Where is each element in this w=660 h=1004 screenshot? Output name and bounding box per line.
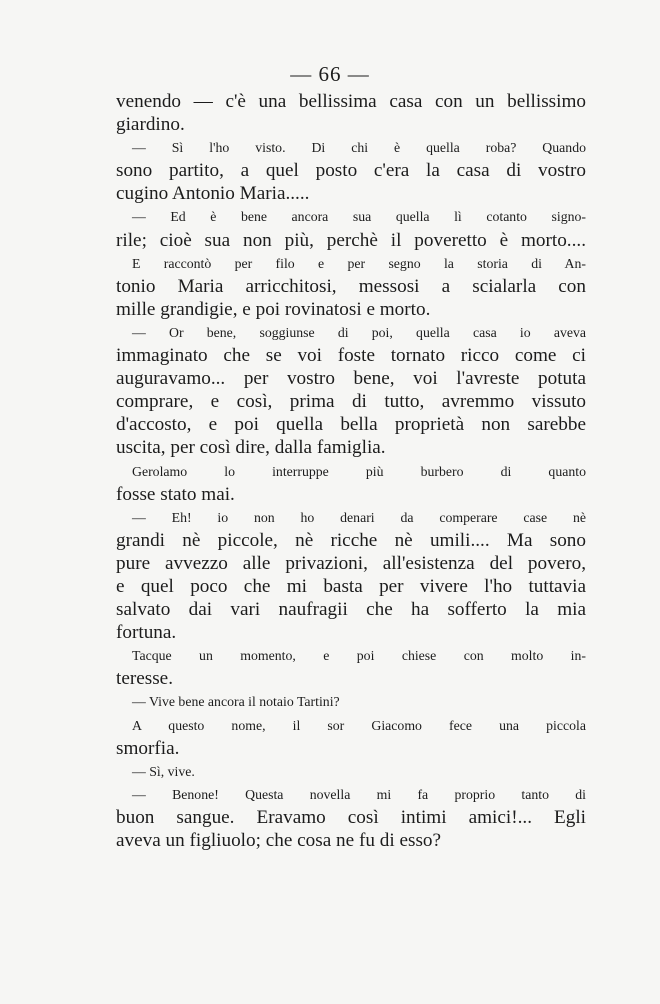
text-line: rile; cioè sua non più, perchè il poveretto è morto.... [116, 229, 586, 251]
text-line: A questo nome, il sor Giacomo fece una piccola [132, 717, 586, 733]
text-line: giardino. [116, 114, 185, 136]
text-line: — Benone! Questa novella mi fa proprio tanto di [132, 786, 586, 802]
page-number: — 66 — [290, 62, 370, 86]
text-line: mille grandigie, e poi rovinatosi e morto. [116, 298, 431, 320]
text-line: cugino Antonio Maria..... [116, 183, 310, 205]
text-line: pure avvezzo alle privazioni, all'esistenza del povero, [116, 552, 586, 574]
text-line: E raccontò per filo e per segno la storia di An- [132, 255, 586, 271]
text-line: venendo — c'è una bellissima casa con un bellissimo [116, 91, 586, 112]
text-line: grandi nè piccole, nè ricche nè umili.... Ma sono [116, 529, 586, 551]
text-line: salvato dai vari naufragii che ha sofferto la mia [116, 599, 586, 621]
text-line: fosse stato mai. [116, 483, 235, 505]
body-text [116, 90, 586, 852]
text-line: — Vive bene ancora il notaio Tartini? [132, 694, 340, 710]
text-line: — Ed è bene ancora sua quella lì cotanto signo- [132, 209, 586, 225]
text-line: sono partito, a quel posto c'era la casa di vostro [116, 160, 586, 182]
text-line: — Eh! io non ho denari da comperare case nè [132, 509, 586, 525]
text-line: aveva un figliuolo; che cosa ne fu di esso? [116, 830, 442, 851]
text-line: — Or bene, soggiunse di poi, quella casa io aveva [132, 324, 586, 340]
text-line: Gerolamo lo interruppe più burbero di quanto [132, 463, 586, 479]
text-line: uscita, per così dire, dalla famiglia. [116, 437, 386, 459]
text-line: teresse. [116, 668, 174, 690]
text-line: d'accosto, e poi quella bella proprietà non sarebbe [116, 414, 586, 436]
text-line: tonio Maria arricchitosi, messosi a scialarla con [116, 275, 586, 297]
text-line: e quel poco che mi basta per vivere l'ho tuttavia [116, 575, 586, 597]
text-line: buon sangue. Eravamo così intimi amici!... Egli [116, 806, 586, 828]
text-line: — Sì l'ho visto. Di chi è quella roba? Quando [132, 140, 586, 156]
text-line: Tacque un momento, e poi chiese con molto in- [132, 648, 586, 664]
text-line: auguravamo... per vostro bene, voi l'avreste potuta [116, 368, 586, 390]
text-line: smorfia. [116, 737, 180, 759]
text-line: comprare, e così, prima di tutto, avremmo vissuto [116, 391, 586, 413]
text-line: — Sì, vive. [132, 763, 195, 779]
text-line: immaginato che se voi foste tornato ricco come ci [116, 345, 586, 367]
text-line: fortuna. [116, 622, 177, 644]
